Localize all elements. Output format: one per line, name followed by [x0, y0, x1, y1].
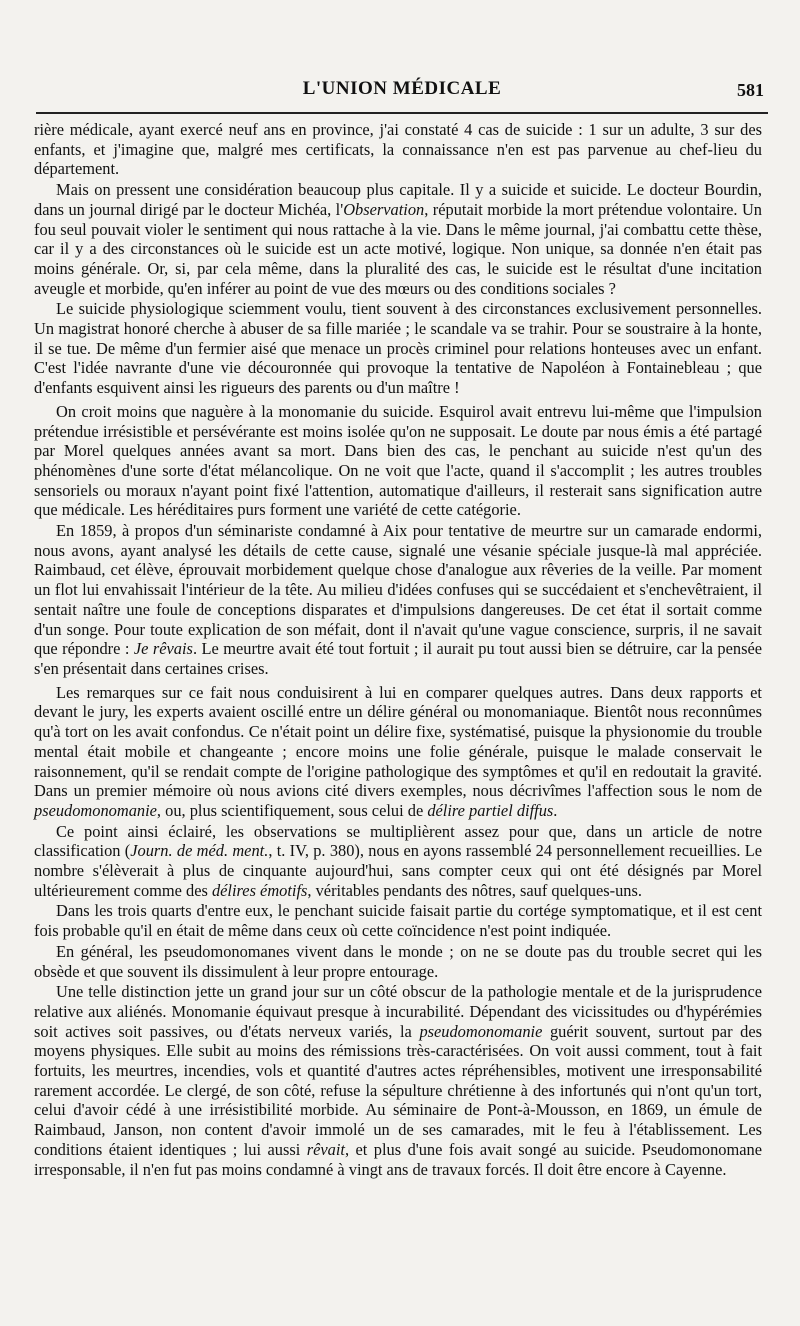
paragraph-distinction: Une telle distinction jette un grand jour sur un côté obscur de la pathologie mentale et de la jurisprudence relative aux aliénés. Monomanie équivaut presque à incurabilité. Dépendant des vicissitudes ou d'hypérémies soit actives soit passives, ou d'états nerveux variés, la pseudomonomanie guérit souvent, surtout par des moyens physiques. Elle subit au moins des rémissions très-caractérisées. On voit aussi comment, tout à fait fortuits, les meurtres, incendies, vols et quantité d'autres actes répréhensibles, motivent une irresponsabilité rarement accordée. Le clergé, de son côté, refuse la sépulture chrétienne à des infortunés qui n'ont qu'un tort, celui d'avoir cédé à une irrésistibilité morbide. Au séminaire de Pont-à-Mousson, en 1869, un émule de Raimbaud, Janson, non content d'avoir immolé un de ses camarades, mit le feu à l'établissement. Les conditions étaient identiques ; lui aussi rêvait, et plus d'une fois avait songé au suicide. Pseudomonomane irresponsable, il n'en fut pas moins condamné à vingt ans de travaux forcés. Il doit être encore à Cayenne.	[34, 982, 762, 1179]
article-body	[34, 120, 762, 1179]
paragraph-point-eclaire: Ce point ainsi éclairé, les observations se multiplièrent assez pour que, dans un article de notre classification (Journ. de méd. ment., t. IV, p. 380), nous en ayons rassemblé 24 personnellement recueillies. Le nombre s'élèverait à plus de cinquante aujourd'hui, sans compter ceux qui ont été désignés par Morel ultérieurement comme des délires émotifs, véritables pendants des nôtres, sauf quelques-uns.	[34, 821, 763, 900]
paragraph-en-general: En général, les pseudomonomanes vivent dans le monde ; on ne se doute pas du trouble secret qui les obsède et que souvent ils dissimulent à leur propre entourage.	[34, 941, 762, 981]
page-header	[36, 78, 768, 108]
paragraph-continuation: rière médicale, ayant exercé neuf ans en province, j'ai constaté 4 cas de suicide : 1 sur un adulte, 3 sur des enfants, et j'imagine que, malgré mes certificats, la connaissance n'en est pas parvenue au chef-lieu du département.	[34, 120, 762, 179]
page-number: 581	[737, 80, 764, 100]
paragraph-suicide-physiologique: Le suicide physiologique sciemment voulu, tient souvent à des circonstances exclusivement personnelles. Un magistrat honoré cherche à abuser de sa fille mariée ; le scandale va se trahir. Pour se soustraire à la honte, il se tue. De même d'un fermier aisé que menace un procès criminel pour relations honteuses avec un enfant. C'est l'idée navrante d'une vie découronnée qui provoque la tentative de Napoléon à Fontainebleau ; que d'enfants esquivent ainsi les rigueurs des parents ou d'un maître !	[34, 299, 762, 398]
paragraph-monomanie: On croit moins que naguère à la monomanie du suicide. Esquirol avait entrevu lui-même que l'impulsion prétendue irrésistible et persévérante est moins isolée qu'on ne supposait. Le doute par nous émis a été partagé par Morel quelques années avant sa mort. Dans bien des cas, le penchant au suicide n'est qu'un des phénomènes d'une sorte d'état mélancolique. On ne voit que l'acte, quand il s'accomplit ; les autres troubles sensoriels ou moraux n'ayant point fixé l'attention, automatique d'ailleurs, il resterait sans signification autre que médicale. Les héréditaires purs forment une variété de cette catégorie.	[34, 401, 762, 520]
running-title: L'UNION MÉDICALE	[302, 78, 502, 99]
paragraph-remarques: Les remarques sur ce fait nous conduisirent à lui en comparer quelques autres. Dans deux rapports et devant le jury, les experts avaient oscillé entre un délire général ou monomaniaque. Bientôt nous reconnûmes qu'à tort on les avait confondus. Ce n'était point un délire fixe, systématisé, puisque la physionomie du trouble mental était mobile et changeante ; encore moins une folie générale, puisque le malade conservait le raisonnement, qu'il se rendait compte de l'origine pathologique des symptômes et qu'il en redoutait la gravité. Dans un premier mémoire où nous avions cité divers exemples, nous décrivîmes l'affection sous le nom de pseudomonomanie, ou, plus scientifiquement, sous celui de délire partiel diffus.	[34, 682, 762, 820]
paragraph-1859: En 1859, à propos d'un séminariste condamné à Aix pour tentative de meurtre sur un camarade endormi, nous avons, ayant analysé les détails de cette cause, signalé une vésanie spéciale jusque-là mal appréciée. Raimbaud, cet élève, éprouvait morbidement quelque chose d'analogue aux rêveries de la veille. Par moment un flot lui envahissait l'intérieur de la tête. Au milieu d'idées confuses qui se succédaient et s'enchevêtraient, il sentait naître une foule de conceptions disparates et d'impulsions dangereuses. De cet état il sortait comme d'un songe. Pour toute explication de son méfait, dont il n'avait qu'une vague conscience, surpris, il ne savait que répondre : Je rêvais. Le meurtre avait été tout fortuit ; il aurait pu tout aussi bien se détruire, car la pensée s'en présentait dans certaines crises.	[34, 521, 762, 678]
header-rule	[36, 112, 768, 114]
paragraph-suicide-et-suicide: Mais on pressent une considération beaucoup plus capitale. Il y a suicide et suicide. Le docteur Bourdin, dans un journal dirigé par le docteur Michéa, l'Observation, réputait morbide la mort prétendue volontaire. Un fou seul pouvait violer le sentiment qui nous rattache à la vie. Dans le même journal, j'ai combattu cette thèse, car il y a des circonstances où le suicide est un acte motivé, logique. Non unique, sa donnée n'en était pas moins générale. Or, si, par cela même, dans la pluralité des cas, le suicide est le résultat d'une incitation aveugle et morbide, qu'en inférer au point de vue des mœurs ou des conditions sociales ?	[34, 180, 762, 298]
paragraph-trois-quarts: Dans les trois quarts d'entre eux, le penchant suicide faisait partie du cortége symptomatique, et il est cent fois probable qu'il en était de même dans ceux où cette coïncidence n'est point indiquée.	[34, 901, 762, 941]
